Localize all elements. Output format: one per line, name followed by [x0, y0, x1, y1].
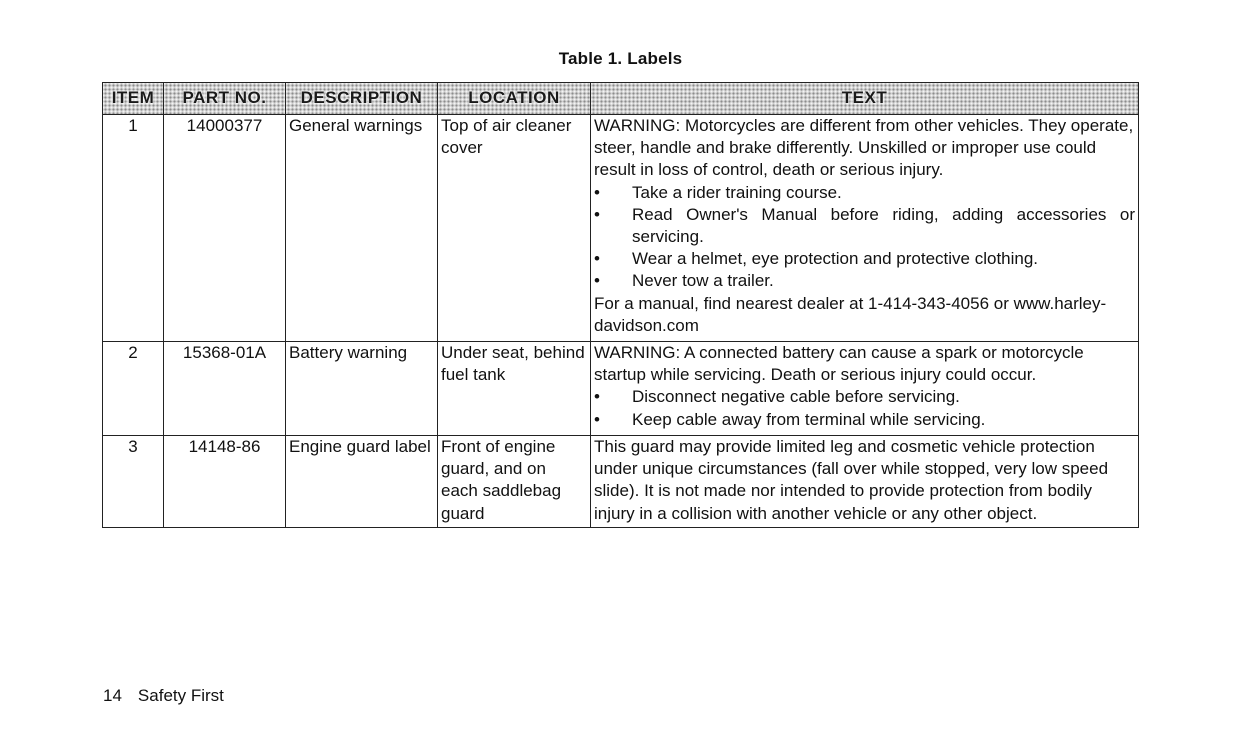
list-item: • Read Owner's Manual before riding, adding accessories or servicing.	[594, 204, 1135, 247]
part-no-cell: 14148-86	[164, 436, 286, 528]
list-item: • Never tow a trailer.	[594, 271, 774, 291]
section-name: Safety First	[137, 686, 224, 705]
labels-table	[102, 82, 1139, 528]
column-header-description: DESCRIPTION	[286, 83, 438, 115]
item-cell: 3	[103, 436, 164, 528]
table-header-row	[103, 83, 1139, 115]
table-title: Table 1. Labels	[558, 49, 683, 68]
description-cell: Engine guard label	[286, 436, 438, 528]
label-text-intro: WARNING: A connected battery can cause a spark or motorcycle startup while servicing. Death or serious injury could occur.	[594, 343, 1084, 385]
column-header-text: TEXT	[591, 83, 1139, 115]
table-row	[103, 436, 1139, 528]
column-header-part-no: PART NO.	[164, 83, 286, 115]
bullet-list	[594, 182, 1135, 293]
part-no-cell: 14000377	[164, 115, 286, 342]
table-row	[103, 342, 1139, 436]
label-text-outro: For a manual, find nearest dealer at 1-414-343-4056 or www.harley-davidson.com	[594, 293, 1107, 335]
list-item: • Wear a helmet, eye protection and protective clothing.	[594, 249, 1039, 269]
description-cell: General warnings	[286, 115, 438, 342]
bullet-list	[594, 386, 1135, 430]
location-cell: Under seat, behind fuel tank	[438, 342, 591, 436]
item-cell: 1	[103, 115, 164, 342]
label-text-intro: WARNING: Motorcycles are different from other vehicles. They operate, steer, handle and brake differently. Unskilled or improper use could result in loss of control, death or serious injury.	[594, 116, 1134, 180]
list-item: • Take a rider training course.	[594, 182, 842, 202]
list-item: • Disconnect negative cable before servicing.	[594, 387, 960, 407]
list-item: • Keep cable away from terminal while servicing.	[594, 409, 986, 429]
location-cell: Top of air cleaner cover	[438, 115, 591, 342]
description-cell: Battery warning	[286, 342, 438, 436]
page-number: 14	[103, 686, 122, 705]
label-text-cell	[591, 342, 1139, 436]
column-header-location: LOCATION	[438, 83, 591, 115]
table-row	[103, 115, 1139, 342]
page-footer	[103, 686, 224, 706]
location-cell: Front of engine guard, and on each saddlebag guard	[438, 436, 591, 528]
part-no-cell: 15368-01A	[164, 342, 286, 436]
label-text-cell	[591, 115, 1139, 342]
label-text-intro: This guard may provide limited leg and cosmetic vehicle protection under unique circumstances (fall over while stopped, very low speed slide). It is not made nor intended to provide protection from bodily injury in a collision with another vehicle or any other object.	[594, 437, 1109, 523]
column-header-item: ITEM	[103, 83, 164, 115]
label-text-cell	[591, 436, 1139, 528]
item-cell: 2	[103, 342, 164, 436]
